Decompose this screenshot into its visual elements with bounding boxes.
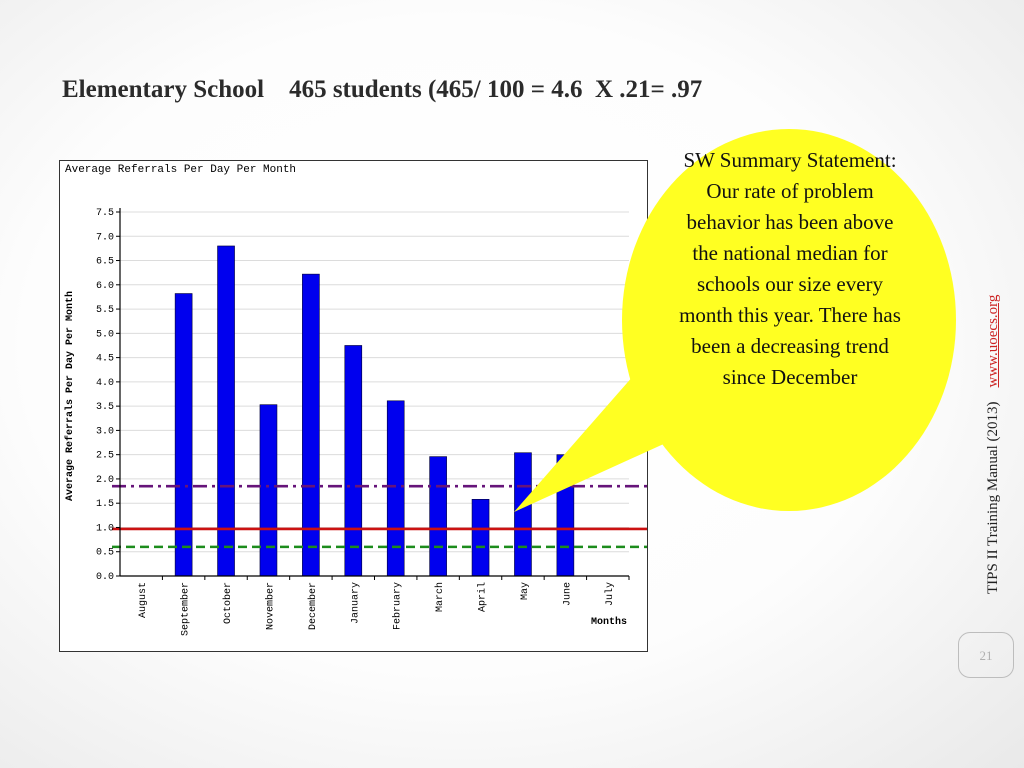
- summary-heading: SW Summary Statement:: [683, 148, 897, 172]
- x-tick-label: December: [307, 582, 319, 631]
- y-tick-label: 1.0: [95, 523, 114, 535]
- manual-credit: TIPS II Training Manual (2013): [985, 401, 1001, 594]
- y-tick-label: 7.5: [95, 208, 114, 219]
- x-tick-label: July: [604, 582, 616, 607]
- y-tick-label: 1.5: [95, 499, 114, 511]
- y-tick-label: 7.0: [95, 232, 114, 244]
- x-tick-label: May: [519, 582, 531, 601]
- y-tick-label: 5.0: [95, 329, 114, 341]
- x-axis-label: Months: [590, 617, 628, 628]
- page-number: 21: [958, 632, 1014, 678]
- y-axis-label: Average Referrals Per Day Per Month: [65, 290, 76, 502]
- x-tick-label: August: [138, 582, 150, 619]
- y-tick-label: 0.5: [95, 547, 114, 559]
- summary-body: Our rate of problem behavior has been above the national median for schools our size every month this year. There has been a decreasing trend since December: [679, 179, 901, 389]
- x-tick-label: April: [477, 582, 489, 613]
- slide-title: Elementary School 465 students (465/ 100 = 4.6 X .21= .97: [62, 76, 703, 103]
- x-tick-label: January: [350, 582, 362, 625]
- y-tick-label: 3.5: [95, 402, 114, 414]
- y-tick-label: 6.0: [95, 280, 114, 292]
- y-tick-label: 2.5: [95, 450, 114, 462]
- x-tick-label: September: [180, 582, 192, 637]
- y-tick-label: 6.5: [95, 256, 114, 268]
- x-tick-label: October: [223, 582, 235, 625]
- y-tick-label: 4.0: [95, 377, 114, 389]
- y-tick-label: 0.0: [95, 572, 114, 583]
- chart-title: Average Referrals Per Day Per Month: [65, 164, 297, 176]
- x-tick-label: March: [435, 582, 447, 613]
- website-link[interactable]: www.uoecs.org: [985, 294, 1001, 388]
- y-tick-label: 4.5: [95, 353, 114, 365]
- y-tick-label: 3.0: [95, 426, 114, 438]
- x-tick-label: June: [562, 582, 574, 607]
- x-tick-label: November: [265, 582, 277, 631]
- y-tick-label: 2.0: [95, 474, 114, 486]
- footer-vertical: [985, 295, 1002, 594]
- y-tick-label: 5.5: [95, 305, 114, 317]
- summary-statement: [672, 145, 908, 393]
- x-tick-label: February: [392, 582, 404, 631]
